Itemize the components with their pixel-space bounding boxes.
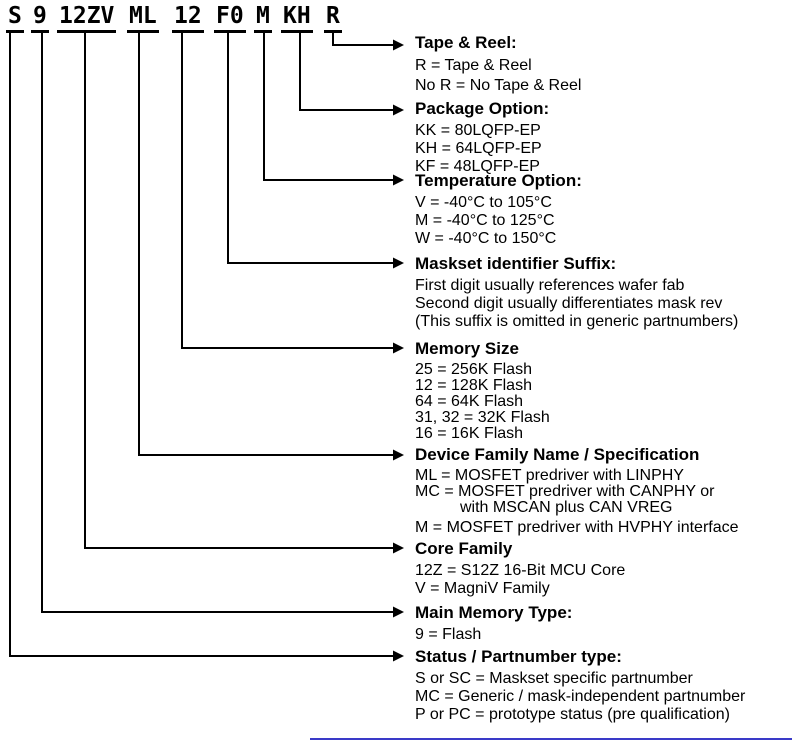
section-line: M = -40°C to 125°C bbox=[415, 212, 555, 229]
decode-section bbox=[415, 171, 582, 248]
connector-line bbox=[10, 32, 393, 656]
part-segment: M bbox=[254, 5, 272, 33]
part-segment: KH bbox=[281, 5, 313, 33]
decode-section bbox=[415, 647, 745, 724]
section-title: Device Family Name / Specification bbox=[415, 445, 700, 464]
section-line: M = MOSFET predriver with HVPHY interface bbox=[415, 519, 739, 536]
section-line: 16 = 16K Flash bbox=[415, 425, 524, 442]
section-line: ML = MOSFET predriver with LINPHY bbox=[415, 467, 684, 484]
section-title: Package Option: bbox=[415, 99, 550, 118]
section-line: 12Z = S12Z 16-Bit MCU Core bbox=[415, 562, 626, 579]
section-line: KH = 64LQFP-EP bbox=[415, 140, 542, 157]
section-line: V = -40°C to 105°C bbox=[415, 194, 552, 211]
decode-section bbox=[415, 99, 549, 176]
connector-line bbox=[300, 32, 393, 110]
part-segment: ML bbox=[127, 5, 159, 33]
decode-section bbox=[415, 539, 625, 598]
part-segment: 9 bbox=[31, 5, 49, 33]
part-segment: R bbox=[324, 5, 342, 33]
section-title: Temperature Option: bbox=[415, 171, 582, 190]
section-line: First digit usually references wafer fab bbox=[415, 277, 685, 294]
part-segment: S bbox=[6, 5, 24, 33]
section-line: 9 = Flash bbox=[415, 626, 482, 643]
part-segment: 12ZV bbox=[57, 5, 116, 33]
connector-line bbox=[228, 32, 393, 263]
section-line: 31, 32 = 32K Flash bbox=[415, 409, 550, 426]
section-title: Main Memory Type: bbox=[415, 603, 573, 622]
section-line: KK = 80LQFP-EP bbox=[415, 122, 541, 139]
part-segment: 12 bbox=[172, 5, 204, 33]
section-line: with MSCAN plus CAN VREG bbox=[460, 499, 673, 516]
part-segment: F0 bbox=[214, 5, 246, 33]
section-line: KF = 48LQFP-EP bbox=[415, 158, 540, 175]
section-line: MC = MOSFET predriver with CANPHY or bbox=[415, 483, 715, 500]
section-title: Status / Partnumber type: bbox=[415, 647, 622, 666]
section-title: Core Family bbox=[415, 539, 513, 558]
section-line: (This suffix is omitted in generic partnumbers) bbox=[415, 313, 739, 330]
section-title: Tape & Reel: bbox=[415, 33, 517, 52]
section-line: 64 = 64K Flash bbox=[415, 393, 524, 410]
footer-rule bbox=[310, 738, 792, 740]
section-title: Maskset identifier Suffix: bbox=[415, 254, 617, 273]
section-line: W = -40°C to 150°C bbox=[415, 230, 557, 247]
section-line: 12 = 128K Flash bbox=[415, 377, 532, 394]
connector-line bbox=[182, 32, 393, 348]
section-line: 25 = 256K Flash bbox=[415, 361, 532, 378]
decode-section bbox=[415, 254, 738, 331]
section-line: R = Tape & Reel bbox=[415, 57, 532, 74]
section-line: Second digit usually differentiates mask rev bbox=[415, 295, 723, 312]
connector-line bbox=[264, 32, 393, 180]
section-line: S or SC = Maskset specific partnumber bbox=[415, 670, 693, 687]
decode-section bbox=[415, 339, 550, 442]
decode-section bbox=[415, 603, 572, 644]
section-line: No R = No Tape & Reel bbox=[415, 77, 582, 94]
section-title: Memory Size bbox=[415, 339, 519, 358]
section-line: P or PC = prototype status (pre qualification) bbox=[415, 706, 730, 723]
decode-section bbox=[415, 33, 581, 96]
connector-line bbox=[333, 32, 393, 45]
connector-line bbox=[42, 32, 393, 612]
connector-line bbox=[139, 32, 393, 455]
section-line: MC = Generic / mask-independent partnumber bbox=[415, 688, 746, 705]
decode-section bbox=[415, 445, 739, 536]
section-line: V = MagniV Family bbox=[415, 580, 550, 597]
